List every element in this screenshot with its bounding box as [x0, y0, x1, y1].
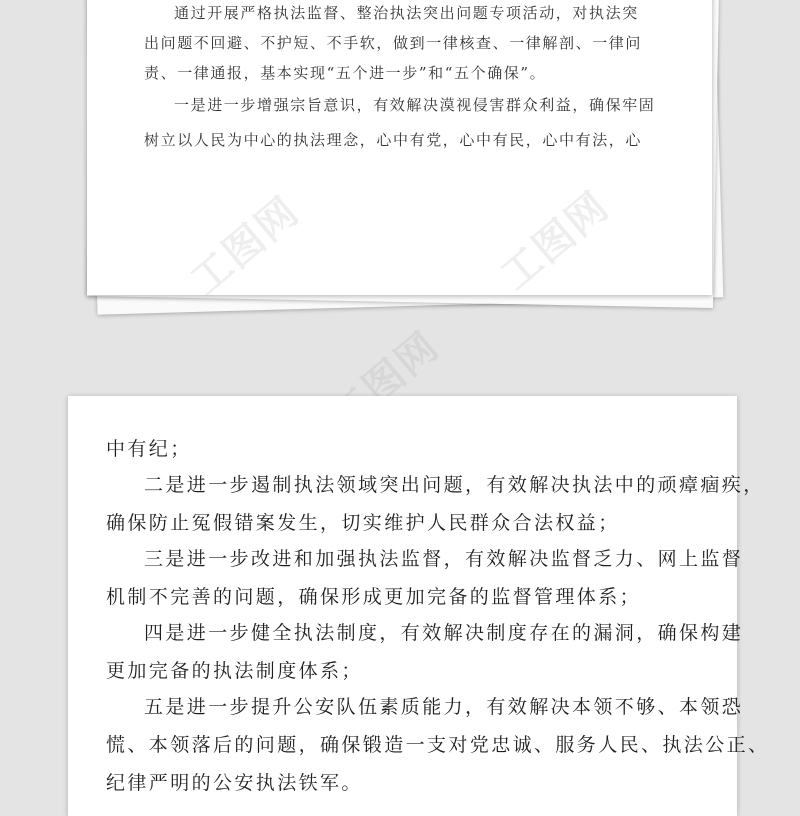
- bottom-line-7: 更加完备的执法制度体系；: [106, 660, 363, 682]
- top-line-2: 出问题不回避、不护短、不手软，做到一律核查、一律解剖、一律问: [144, 34, 643, 52]
- bottom-line-9: 慌、本领落后的问题，确保锻造一支对党忠诚、服务人民、执法公正、: [106, 734, 770, 756]
- bottom-line-6: 四是进一步健全执法制度，有效解决制度存在的漏洞，确保构建: [144, 622, 744, 644]
- top-line-4: 一是进一步增强宗旨意识，有效解决漠视侵害群众利益，确保牢固: [174, 96, 656, 114]
- top-line-5: 树立以人民为中心的执法理念，心中有党，心中有民，心中有法，心: [144, 131, 643, 149]
- watermark-center: 工图网: [322, 323, 449, 440]
- bottom-line-5: 机制不完善的问题，确保形成更加完备的监督管理体系；: [106, 586, 642, 608]
- bottom-line-8: 五是进一步提升公安队伍素质能力，有效解决本领不够、本领恐: [144, 696, 744, 718]
- bottom-line-2: 二是进一步遏制执法领域突出问题，有效解决执法中的顽瘴痼疾，: [144, 474, 765, 496]
- top-line-3: 责、一律通报，基本实现“五个进一步”和“五个确保”。: [144, 64, 547, 82]
- bottom-line-3: 确保防止冤假错案发生，切实维护人民群众合法权益；: [106, 512, 620, 534]
- top-document-page: [87, 0, 712, 295]
- bottom-document-page: [68, 396, 770, 816]
- bottom-line-1: 中有纪；: [106, 438, 192, 460]
- bottom-line-4: 三是进一步改进和加强执法监督，有效解决监督乏力、网上监督: [144, 548, 744, 570]
- top-line-1: 通过开展严格执法监督、整治执法突出问题专项活动，对执法突: [174, 4, 639, 22]
- bottom-line-10: 纪律严明的公安执法铁军。: [106, 772, 363, 794]
